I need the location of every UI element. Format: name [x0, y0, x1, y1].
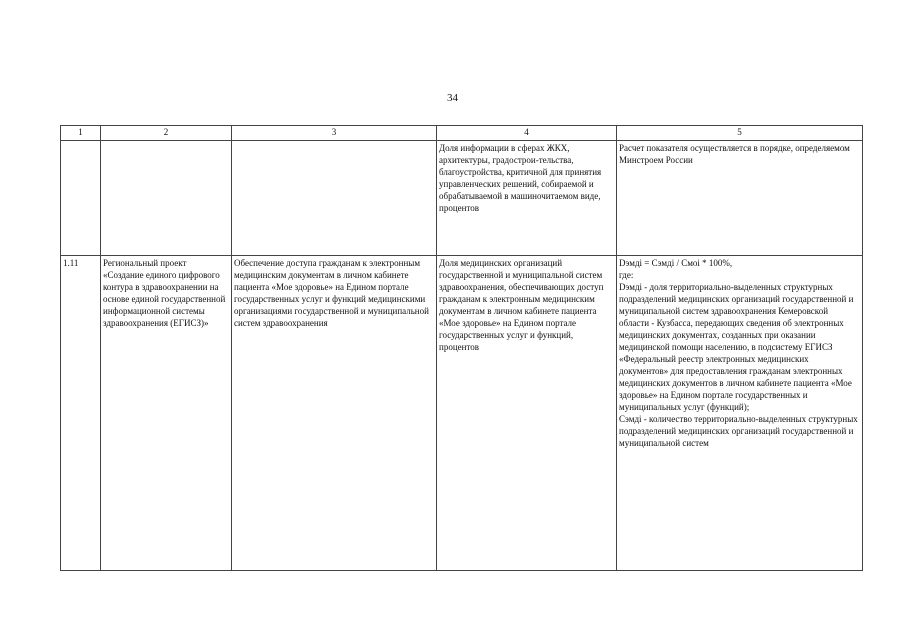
row-number-cell: [61, 141, 101, 256]
result-cell: [232, 141, 437, 256]
indicator-cell: Доля медицинских организаций государственной и муниципальной систем здравоохранения, обеспечивающих доступ гражданам к электронным медицинским документам в личном кабинете пациента «Мое здоровье» на Едином портале государственных услуг и функций, процентов: [437, 256, 617, 571]
row-number-cell: 1.11: [61, 256, 101, 571]
result-cell: Обеспечение доступа гражданам к электронным медицинским документам в личном кабинете пациента «Мое здоровье» на Едином портале государственных услуг и функций медицинскими организациями государственной и муниципальной систем здравоохранения: [232, 256, 437, 571]
column-header: 3: [232, 126, 437, 141]
indicator-cell: Доля информации в сферах ЖКХ, архитектуры, градострои-тельства, благоустройства, критичной для принятия управленческих решений, собираемой и обрабатываемой в машиночитаемом виде, процентов: [437, 141, 617, 256]
indicator-table: [60, 125, 863, 571]
method-paragraph: Расчет показателя осуществляется в порядке, определяемом Минстроем России: [619, 143, 850, 165]
method-where: где:: [619, 270, 634, 280]
project-cell: [101, 141, 232, 256]
column-header: 2: [101, 126, 232, 141]
method-formula: Dэмдi = Cэмдi / Cмоi * 100%,: [619, 258, 733, 268]
project-cell: Региональный проект «Создание единого цифрового контура в здравоохранении на основе единой государственной информационной системы здравоохранения (ЕГИСЗ)»: [101, 256, 232, 571]
method-definition: Cэмдi - количество территориально-выделенных структурных подразделений медицинских организаций государственной и муниципальной систем: [619, 414, 858, 448]
method-cell: [617, 141, 863, 256]
column-header: 4: [437, 126, 617, 141]
method-cell: [617, 256, 863, 571]
page-number: 34: [447, 92, 458, 104]
method-definition: Dэмдi - доля территориально-выделенных структурных подразделений медицинских организаций государственной и муниципальной систем здравоохранения Кемеровской области - Кузбасса, передающих сведения об электронных медицинских документах, созданных при оказании медицинской помощи населению, в подсистему ЕГИСЗ «Федеральный реестр электронных медицинских документов» для предоставления гражданам электронных медицинских документов в личном кабинете пациента «Мое здоровье» на Едином портале государственных и муниципальных услуг (функций);: [619, 282, 854, 412]
table-row: [61, 141, 863, 256]
table-row: [61, 256, 863, 571]
column-header: 1: [61, 126, 101, 141]
table-header-row: [61, 126, 863, 141]
column-header: 5: [617, 126, 863, 141]
